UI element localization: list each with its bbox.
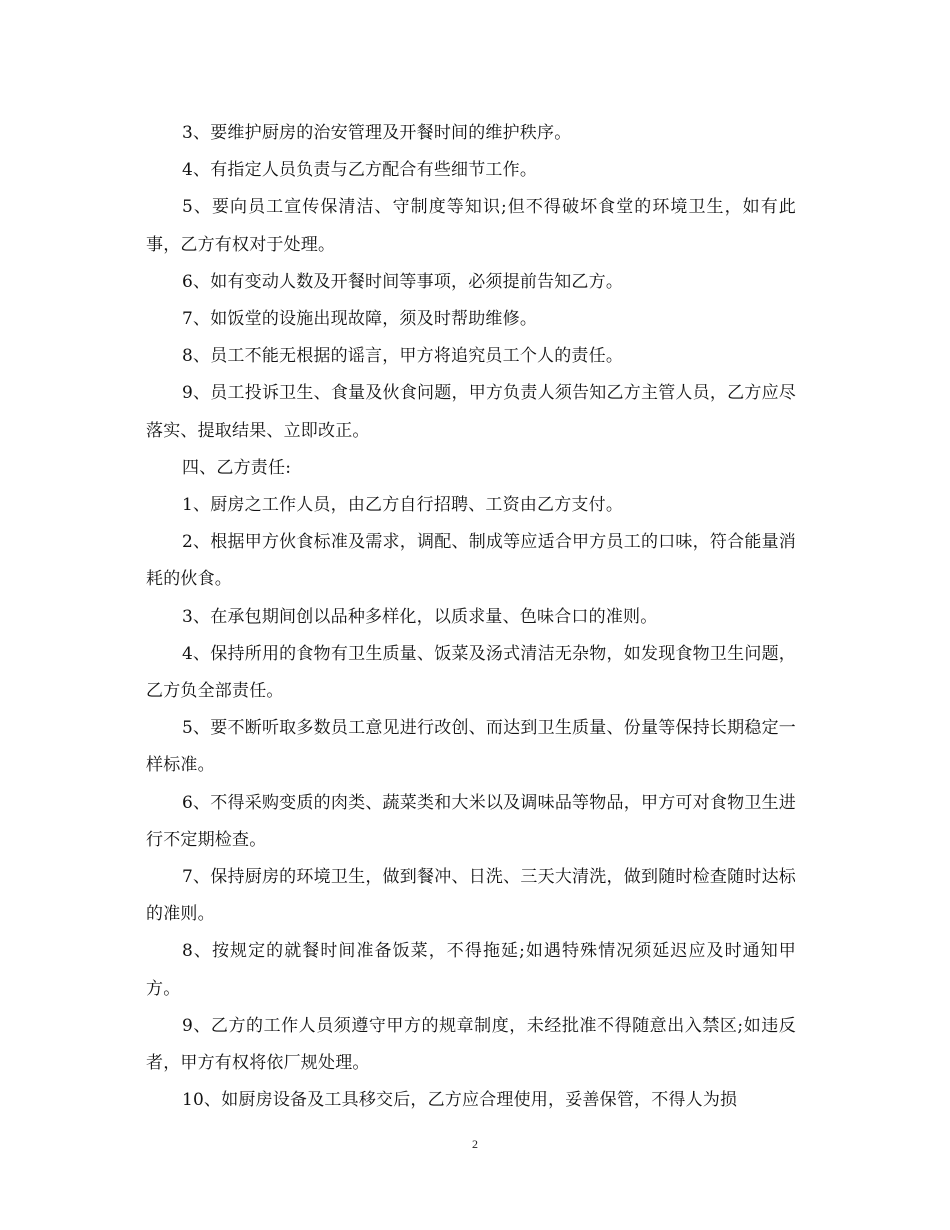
paragraph-b4: 4、保持所用的食物有卫生质量、饭菜及汤式清洁无杂物，如发现食物卫生问题，乙方负全部责任。 bbox=[146, 643, 796, 702]
paragraph-a7: 7、如饭堂的设施出现故障，须及时帮助维修。 bbox=[182, 309, 538, 330]
paragraph-a4: 4、有指定人员负责与乙方配合有些细节工作。 bbox=[182, 160, 538, 181]
paragraph-a3: 3、要维护厨房的治安管理及开餐时间的维护秩序。 bbox=[182, 123, 572, 143]
paragraph-a6: 6、如有变动人数及开餐时间等事项，必须提前告知乙方。 bbox=[182, 271, 624, 292]
paragraph-b3: 3、在承包期间创以品种多样化，以质求量、色味合口的准则。 bbox=[182, 606, 658, 627]
section-heading-party-b: 四、乙方责任: bbox=[182, 457, 292, 478]
paragraph-b10: 10、如厨房设备及工具移交后，乙方应合理使用，妥善保管，不得人为损 bbox=[182, 1090, 738, 1111]
paragraph-b5: 5、要不断听取多数员工意见进行改创、而达到卫生质量、份量等保持长期稳定一样标准。 bbox=[146, 718, 796, 776]
paragraph-b6: 6、不得采购变质的肉类、蔬菜类和大米以及调味品等物品，甲方可对食物卫生进行不定期检查。 bbox=[146, 792, 796, 850]
paragraph-b1: 1、厨房之工作人员，由乙方自行招聘、工资由乙方支付。 bbox=[182, 495, 624, 516]
paragraph-a5: 5、要向员工宣传保清洁、守制度等知识;但不得破坏食堂的环境卫生，如有此事，乙方有权对于处理。 bbox=[146, 197, 796, 255]
document-body bbox=[146, 115, 796, 1119]
page-number: 2 bbox=[472, 1137, 478, 1151]
paragraph-b2: 2、根据甲方伙食标准及需求，调配、制成等应适合甲方员工的口味，符合能量消耗的伙食。 bbox=[146, 532, 796, 590]
paragraph-a9: 9、员工投诉卫生、食量及伙食问题，甲方负责人须告知乙方主管人员，乙方应尽落实、提取结果、立即改正。 bbox=[146, 383, 796, 441]
paragraph-b9: 9、乙方的工作人员须遵守甲方的规章制度，未经批准不得随意出入禁区;如违反者，甲方有权将依厂规处理。 bbox=[146, 1015, 796, 1074]
paragraph-b8: 8、按规定的就餐时间准备饭菜，不得拖延;如遇特殊情况须延迟应及时通知甲方。 bbox=[146, 941, 796, 999]
paragraph-b7: 7、保持厨房的环境卫生，做到餐冲、日洗、三天大清洗，做到随时检查随时达标的准则。 bbox=[146, 867, 796, 925]
paragraph-a8: 8、员工不能无根据的谣言，甲方将追究员工个人的责任。 bbox=[182, 346, 624, 367]
